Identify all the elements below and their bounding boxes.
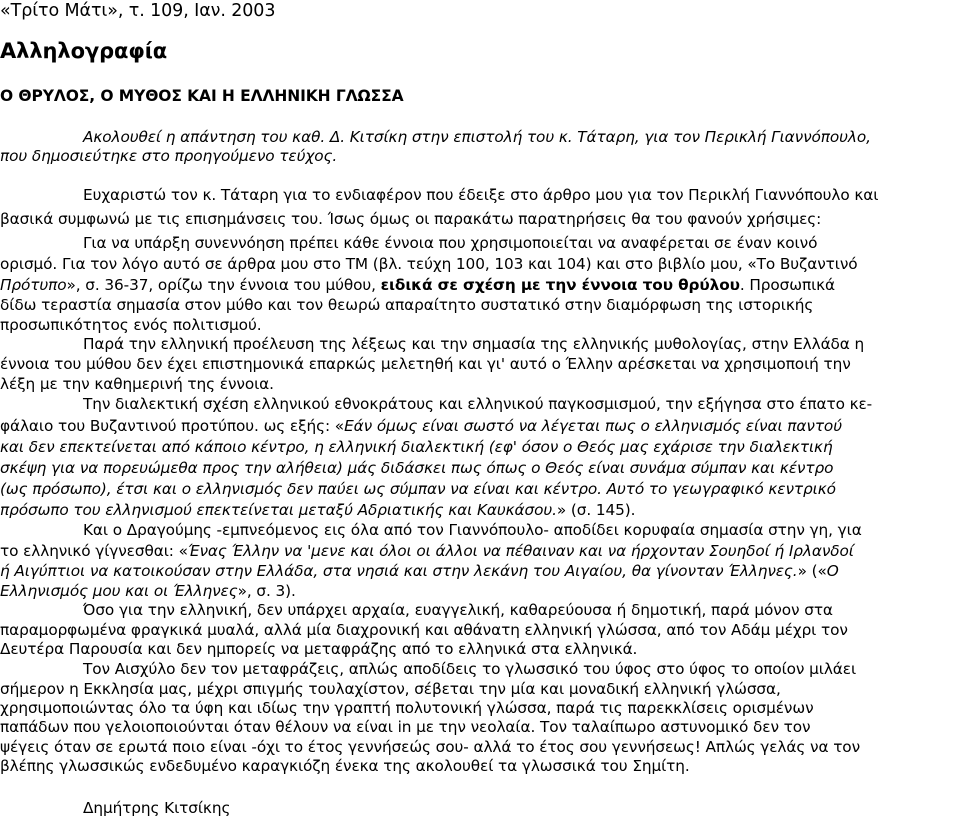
body-line: χρησιμοποιώντας όλο τα ύφη και ιδίως την γραπτή πολυτονική γλώσσα, παρά τις παρεκκλίσεις ορισμένων bbox=[0, 699, 814, 717]
body-line-text: Για να υπάρξη συνεννόηση πρέπει κάθε έννοια που χρησιμοποιείται να αναφέρεται σε έναν κοινό bbox=[83, 234, 818, 252]
body-line: και δεν επεκτείνεται από κάποιο κέντρο, η ελληνική διαλεκτική (εφ' όσον ο Θεός μας εχάρισε την διαλεκτική bbox=[0, 438, 833, 456]
body-line: ψέγεις όταν σε ερωτά ποιο είναι -όχι το έτος γεννήσεώς σου- αλλά το έτος σου γεννήσεως! Απλώς γελάς να τον bbox=[0, 738, 861, 756]
body-line: Παρά την ελληνική προέλευση της λέξεως και την σημασία της ελληνικής μυθολογίας, στην Ελλάδα η bbox=[83, 335, 865, 353]
body-line: φάλαιο του Βυζαντινού προτύπου. ως εξής: «Εάν όμως είναι σωστό να λέγεται πως ο ελληνισμός είναι παντού bbox=[0, 417, 842, 435]
body-line: ή Αιγύπτιοι να κατοικούσαν στην Ελλάδα, στα νησιά και στην λεκάνη του Αιγαίου, θα γίνονταν Έλληνες.» («Ο bbox=[0, 562, 839, 580]
intro-line: που δημοσιεύτηκε στο προηγούμενο τεύχος. bbox=[0, 147, 338, 165]
signature: Δημήτρης Κιτσίκης bbox=[83, 799, 231, 817]
intro-line: Ακολουθεί η απάντηση του καθ. Δ. Κιτσίκη στην επιστολή του κ. Τάταρη, για τον Περικλή Γιαννόπουλο, bbox=[83, 128, 871, 146]
body-line: βλέπης γλωσσικώς ενδεδυμένο καραγκιόζη ένεκα της ακολουθεί τα γλωσσικά του Σημίτη. bbox=[0, 757, 690, 775]
source-line: «Τρίτο Μάτι», τ. 109, Ιαν. 2003 bbox=[0, 1, 276, 21]
body-line: Όσο για την ελληνική, δεν υπάρχει αρχαία, ευαγγελική, καθαρεύουσα ή δημοτική, παρά μόνον στα bbox=[83, 601, 833, 619]
section-title: Αλληλογραφία bbox=[0, 39, 168, 63]
article-title: Ο ΘΡΥΛΟΣ, Ο ΜΥΘΟΣ ΚΑΙ Η ΕΛΛΗΝΙΚΗ ΓΛΩΣΣΑ bbox=[0, 87, 404, 105]
body-line: βασικά συμφωνώ με τις επισημάνσεις του. Ίσως όμως οι παρακάτω παρατηρήσεις θα του φανούν χρήσιμες: bbox=[0, 210, 822, 228]
body-line: (ως πρόσωπο), έτσι και ο ελληνισμός δεν παύει ως σύμπαν να είναι και κέντρο. Αυτό το γεωγραφικό κεντρικό bbox=[0, 480, 836, 498]
body-line: Την διαλεκτική σχέση ελληνικού εθνοκράτους και ελληνικού παγκοσμισμού, την εξήγησα στο έπατο κε- bbox=[83, 395, 873, 413]
body-line: το ελληνικό γίγνεσθαι: «Ένας Έλλην να 'μενε και όλοι οι άλλοι να πέθαιναν και να ήρχονταν Σουηδοί ή Ιρλανδοί bbox=[0, 542, 854, 560]
body-line: δίδω τεραστία σημασία στον μύθο και τον θεωρώ απαραίτητο συστατικό στην διαμόρφωση της ιστορικής bbox=[0, 296, 814, 314]
body-line: Πρότυπο», σ. 36-37, ορίζω την έννοια του μύθου, ειδικά σε σχέση με την έννοια του θρύλου. Προσωπικά bbox=[0, 276, 836, 294]
body-line: έννοια του μύθου δεν έχει επιστημονικά επαρκώς μελετηθή και γι' αυτό ο Έλλην αρέσκεται να χρησιμοποιή την bbox=[0, 355, 851, 373]
body-line: Δευτέρα Παρουσία και δεν ημπορείς να μεταφράζης από το ελληνικά στα ελληνικά. bbox=[0, 640, 638, 658]
body-line: Τον Αισχύλο δεν τον μεταφράζεις, απλώς αποδίδεις το γλωσσικό του ύφος στο ύφος το οποίον μιλάει bbox=[83, 660, 857, 678]
body-line: Και ο Δραγούμης -εμπνεόμενος εις όλα από τον Γιαννόπουλο- αποδίδει κορυφαία σημασία στην γη, για bbox=[83, 521, 862, 539]
body-line: Ευχαριστώ τον κ. Τάταρη για το ενδιαφέρον που έδειξε στο άρθρο μου για τον Περικλή Γιαννόπουλο και bbox=[83, 186, 879, 204]
body-line: σήμερον η Εκκλησία μας, μέχρι σπιγμής τουλαχίστον, σέβεται την μία και μοναδική ελληνική γλώσσα, bbox=[0, 680, 781, 698]
body-line: παραμορφωμένα φραγκικά μυαλά, αλλά μία διαχρονική και αθάνατη ελληνική γλώσσα, από τον Αδάμ μέχρι τον bbox=[0, 621, 848, 639]
body-line: πρόσωπο του ελληνισμού επεκτείνεται μεταξύ Αδριατικής και Καυκάσου.» (σ. 145). bbox=[0, 501, 636, 519]
body-line: σκέψη για να πορευώμεθα προς την αλήθεια) μάς διδάσκει πως όπως ο Θεός είναι συνάμα σύμπαν και κέντρο bbox=[0, 459, 834, 477]
emphasis-text: ειδικά σε σχέση με την έννοια του θρύλου bbox=[380, 276, 740, 294]
body-line: ορισμό. Για τον λόγο αυτό σε άρθρα μου στο ΤΜ (βλ. τεύχη 100, 103 και 104) και στο βιβλίο μου, «Το Βυζαντινό bbox=[0, 255, 858, 273]
body-line: παπάδων που γελοιοποιούνται όταν θέλουν να είναι in με την νεολαία. Τον ταλαίπωρο αστυνομικό δεν τον bbox=[0, 718, 811, 736]
body-line: λέξη με την καθημερινή της έννοια. bbox=[0, 375, 274, 393]
body-line bbox=[83, 234, 952, 253]
body-line: Ελληνισμός μου και οι Έλληνες», σ. 3). bbox=[0, 582, 296, 600]
body-line: προσωπικότητος ενός πολιτισμού. bbox=[0, 316, 262, 334]
